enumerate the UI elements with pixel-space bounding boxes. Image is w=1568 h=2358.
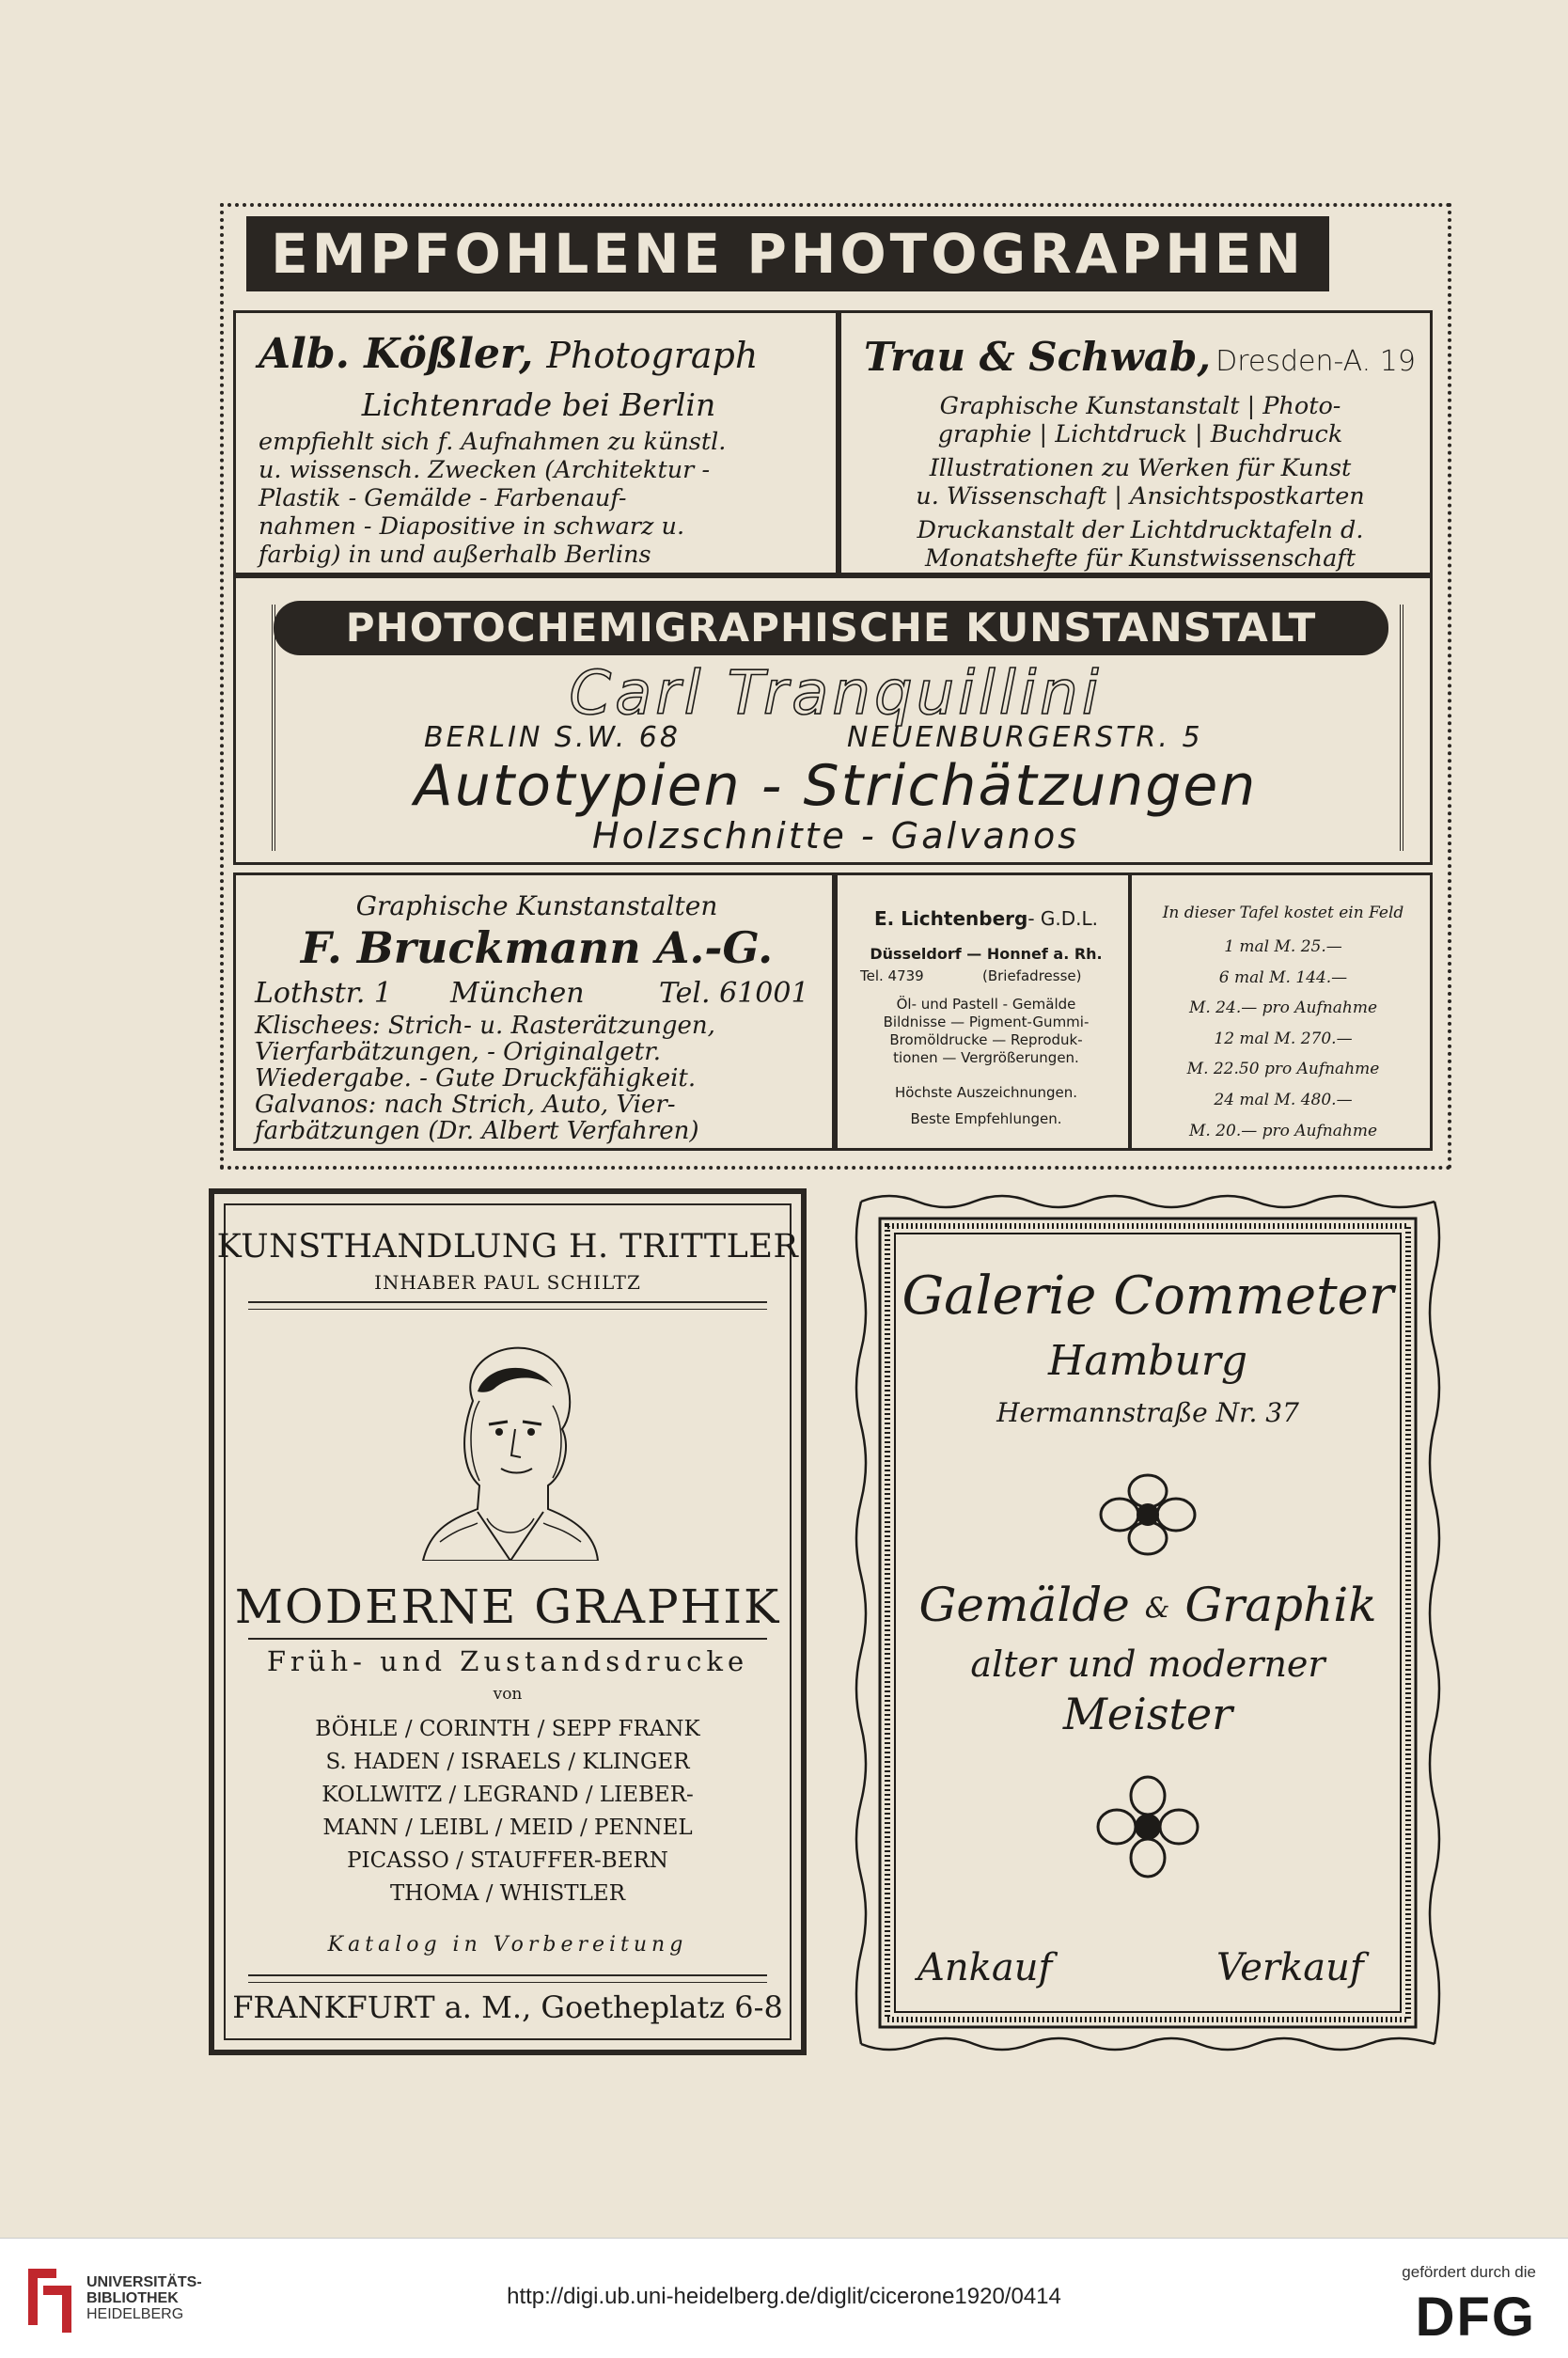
koessler-name: Alb. Kößler, — [259, 330, 534, 378]
tranquillini-line1: Autotypien - Strichätzungen — [414, 753, 1258, 819]
commeter-line1: Gemälde & Graphik — [918, 1578, 1377, 1632]
dfg-logo: DFG — [1415, 2287, 1536, 2348]
tranquillini-banner: PHOTOCHEMIGRAPHISCHE KUNSTANSTALT — [274, 601, 1388, 655]
price-rows: 1 mal M. 25.— 6 mal M. 144.— M. 24.— pro Aufnahme 12 mal M. 270.— M. 22.50 pro Aufnahme 24 mal M. 480.— M. 20.— pro Aufnahme — [1186, 937, 1380, 1140]
tranquillini-line2: Holzschnitte - Galvanos — [592, 815, 1079, 857]
koessler-place: Lichtenrade bei Berlin — [361, 386, 716, 423]
trau-name: Trau & Schwab, — [864, 334, 1212, 380]
commeter-city: Hamburg — [1047, 1337, 1248, 1385]
koessler-text: empfiehlt sich f. Aufnahmen zu künstl. u. wissensch. Zwecken (Architektur - Plastik - Gemälde - Farbenauf- nahmen - Diapositive in schwarz u. farbig) in und außerhalb Berlins — [259, 428, 727, 569]
rosette-ornament-bottom-icon — [1096, 1775, 1200, 1879]
ad-bruckmann — [233, 872, 835, 1151]
commeter-sell: Verkauf — [1216, 1946, 1364, 1989]
ad-commeter — [852, 1190, 1444, 2055]
trittler-katalog: Katalog in Vorbereitung — [327, 1933, 688, 1957]
tranquillini-city: BERLIN S.W. 68 — [424, 721, 681, 754]
page-url-link[interactable]: http://digi.ub.uni-heidelberg.de/diglit/cicerone1920/0414 — [507, 2284, 1061, 2309]
ad-koessler — [233, 310, 839, 575]
library-name: UNIVERSITÄTS- BIBLIOTHEK HEIDELBERG — [86, 2274, 202, 2322]
ad-lichtenberg — [835, 872, 1132, 1151]
koessler-role: Photograph — [546, 335, 759, 376]
ad-tranquillini — [233, 575, 1433, 865]
trittler-owner: INHABER PAUL SCHILTZ — [374, 1271, 641, 1294]
goethe-portrait — [421, 1335, 600, 1561]
lichtenberg-recommend: Beste Empfehlungen. — [910, 1110, 1062, 1127]
commeter-line3: Meister — [1062, 1689, 1233, 1739]
commeter-name: Galerie Commeter — [902, 1265, 1394, 1327]
library-logo-icon — [19, 2259, 77, 2334]
funded-by: gefördert durch die — [1402, 2263, 1536, 2281]
price-heading: In dieser Tafel kostet ein Feld — [1162, 904, 1404, 922]
trittler-rule-headline — [248, 1638, 767, 1640]
commeter-buy: Ankauf — [917, 1946, 1053, 1989]
trittler-von: von — [493, 1685, 523, 1704]
trittler-address: FRANKFURT a. M., Goetheplatz 6-8 — [232, 1989, 783, 2025]
lichtenberg-tel: Tel. 4739 — [860, 967, 924, 984]
trittler-rule-top — [248, 1301, 767, 1310]
trittler-rule-bottom — [248, 1974, 767, 1983]
ampersand-ornament-icon: & — [1144, 1592, 1170, 1626]
lichtenberg-name: E. Lichtenberg — [873, 907, 1028, 930]
bruckmann-name: F. Bruckmann A.-G. — [300, 922, 774, 973]
viewer-footer — [0, 2238, 1568, 2358]
bruckmann-text: Klischees: Strich- u. Rasterätzungen, Vierfarbätzungen, - Originalgetr. Wiedergabe. - Gute Druckfähigkeit. Galvanos: nach Strich, Auto, Vier- farbätzungen (Dr. Albert Verfahren) — [255, 1012, 715, 1145]
lichtenberg-suffix: - G.D.L. — [1027, 907, 1099, 930]
ad-trittler — [209, 1188, 807, 2055]
commeter-street: Hermannstraße Nr. 37 — [996, 1397, 1299, 1428]
commeter-line2: alter und moderner — [970, 1643, 1325, 1685]
ad-trau-schwab — [839, 310, 1433, 575]
ad-price-table — [1128, 872, 1433, 1151]
bruckmann-address: Lothstr. 1 München Tel. 61001 — [255, 977, 809, 1010]
trau-place: Dresden-A. 19 — [1215, 345, 1416, 378]
tranquillini-street: NEUENBURGERSTR. 5 — [847, 721, 1203, 754]
tranquillini-name: Carl Tranquillini — [569, 659, 1103, 729]
page-header: EMPFOHLENE PHOTOGRAPHEN — [246, 216, 1329, 291]
lichtenberg-city: Düsseldorf — Honnef a. Rh. — [870, 945, 1103, 963]
trittler-artists: BÖHLE / CORINTH / SEPP FRANK S. HADEN / ISRAELS / KLINGER KOLLWITZ / LEGRAND / LIEBER- MANN / LEIBL / MEID / PENNEL PICASSO / STAUFFER-BERN THOMA / WHISTLER — [315, 1717, 700, 1906]
bruckmann-kicker: Graphische Kunstanstalten — [355, 890, 718, 921]
lichtenberg-telnote: (Briefadresse) — [982, 967, 1082, 984]
rosette-ornament-icon — [1096, 1472, 1200, 1557]
trittler-headline: MODERNE GRAPHIK — [234, 1580, 781, 1634]
trittler-sub: Früh- und Zustandsdrucke — [266, 1645, 749, 1677]
lichtenberg-text: Öl- und Pastell - Gemälde Bildnisse — Pigment-Gummi- Bromöldrucke — Reproduk- tionen — Vergrößerungen. — [883, 996, 1090, 1066]
trau-text: Graphische Kunstanstalt | Photo- graphie | Lichtdruck | Buchdruck Illustrationen zu Werken für Kunst u. Wissenschaft | Ansichtspostkarten Druckanstalt der Lichtdrucktafeln d. Monatshefte für Kunstwissenschaft — [916, 392, 1365, 573]
lichtenberg-honors: Höchste Auszeichnungen. — [894, 1084, 1078, 1101]
trittler-title: KUNSTHANDLUNG H. TRITTLER — [216, 1228, 799, 1265]
